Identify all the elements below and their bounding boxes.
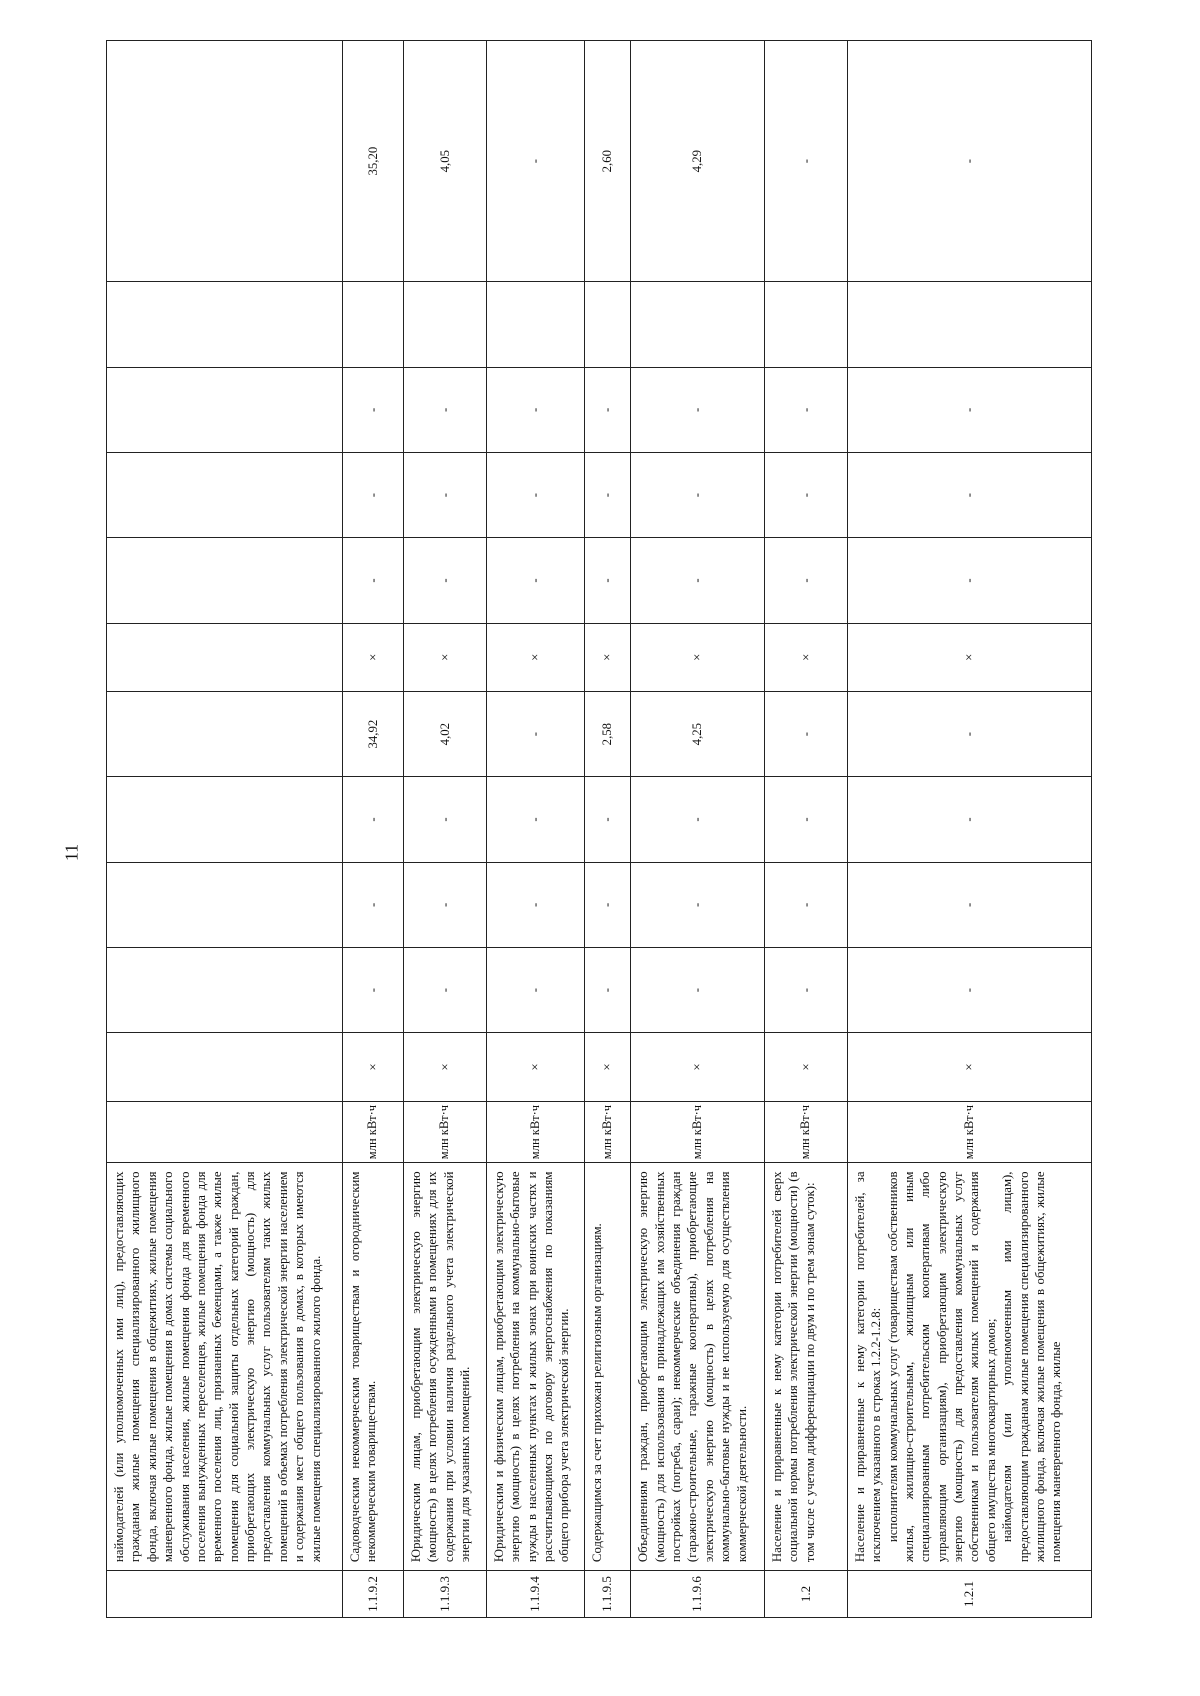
row-description: Объединениям граждан, приобретающим электрическую энергию (мощность) для использования в принадлежащих им хозяйственных постройках (погреба, сараи); некоммерческие объединения граждан (гаражно-строительные, гаражные кооперативы), приобретающие электрическую энергию (мощность) в целях потребления на коммунально-бытовые нужды и не используемую для осуществления коммерческой деятельности. [631, 1163, 765, 1571]
value-cell: × [847, 1033, 1091, 1101]
row-unit: млн кВт·ч [342, 1101, 404, 1163]
value-cell: - [342, 367, 404, 452]
value-cell: × [584, 623, 631, 691]
value-cell: - [342, 452, 404, 537]
value-cell: - [486, 947, 584, 1032]
value-cell: - [404, 947, 487, 1032]
value-cell: - [486, 367, 584, 452]
value-cell: - [847, 862, 1091, 947]
value-cell: - [631, 367, 765, 452]
value-cell: - [584, 777, 631, 862]
value-cell: - [404, 538, 487, 623]
row-code: 1.2 [765, 1571, 848, 1618]
row-unit: млн кВт·ч [584, 1101, 631, 1163]
value-cell: - [486, 691, 584, 776]
row-code: 1.1.9.4 [486, 1571, 584, 1618]
value-cell: - [486, 452, 584, 537]
rotated-table-sheet [106, 40, 1092, 1618]
value-cell: - [765, 691, 848, 776]
value-cell: × [631, 623, 765, 691]
value-cell: × [342, 1033, 404, 1101]
value-cell: - [404, 367, 487, 452]
value-cell: - [404, 862, 487, 947]
row-description: наймодателей (или уполномоченных ими лиц), предоставляющих гражданам жилые помещения специализированного жилищного фонда, включая жилые помещения в общежитиях, жилые помещения маневренного фонда, жилые помещения в домах системы социального обслуживания населения, жилые помещения фонда для временного поселения вынужденных переселенцев, жилые помещения фонда для временного поселения лиц, признанных беженцами, а также жилые помещения для социальной защиты отдельных категорий граждан, приобретающих электрическую энергию (мощность) для предоставления коммунальных услуг пользователям таких жилых помещений в объемах потребления электрической энергии населением и содержания мест общего пользования в домах, в которых имеются жилые помещения специализированного жилого фонда. [107, 1163, 343, 1571]
value-cell [107, 282, 343, 367]
table-row [107, 41, 343, 1618]
row-code: 1.1.9.3 [404, 1571, 487, 1618]
table-row [486, 41, 584, 1618]
value-cell [107, 452, 343, 537]
row-code: 1.1.9.6 [631, 1571, 765, 1618]
row-description: Содержащимся за счет прихожан религиозным организациям. [584, 1163, 631, 1571]
value-cell: - [584, 452, 631, 537]
value-cell: × [765, 623, 848, 691]
value-cell: - [584, 538, 631, 623]
value-cell: - [847, 691, 1091, 776]
value-cell: - [342, 538, 404, 623]
value-cell: - [847, 367, 1091, 452]
page-number: 11 [61, 843, 82, 862]
value-cell: - [342, 947, 404, 1032]
value-cell [107, 538, 343, 623]
table-row [404, 41, 487, 1618]
row-code [107, 1571, 343, 1618]
value-cell: 2,60 [584, 41, 631, 282]
value-cell: - [404, 777, 487, 862]
value-cell: - [631, 452, 765, 537]
row-code: 1.2.1 [847, 1571, 1091, 1618]
row-unit: млн кВт·ч [765, 1101, 848, 1163]
value-cell [107, 1033, 343, 1101]
value-cell: 4,02 [404, 691, 487, 776]
value-cell [107, 691, 343, 776]
value-cell: - [765, 538, 848, 623]
value-cell: × [486, 1033, 584, 1101]
value-cell: 34,92 [342, 691, 404, 776]
value-cell: 4,05 [404, 41, 487, 282]
tariff-table [106, 40, 1092, 1618]
value-cell: - [584, 367, 631, 452]
value-cell [631, 282, 765, 367]
value-cell: × [847, 623, 1091, 691]
table-row [847, 41, 1091, 1618]
table-row [765, 41, 848, 1618]
value-cell [107, 41, 343, 282]
value-cell: - [765, 777, 848, 862]
value-cell: - [765, 862, 848, 947]
value-cell: - [486, 538, 584, 623]
row-description: Садоводческим некоммерческим товариществам и огородническим некоммерческим товариществам. [342, 1163, 404, 1571]
value-cell [107, 367, 343, 452]
value-cell [765, 282, 848, 367]
value-cell: - [847, 538, 1091, 623]
row-description: Юридическим лицам, приобретающим электрическую энергию (мощность) в целях потребления осужденными в помещениях для их содержания при условии наличия раздельного учета электрической энергии для указанных помещений. [404, 1163, 487, 1571]
row-code: 1.1.9.5 [584, 1571, 631, 1618]
value-cell: - [342, 862, 404, 947]
value-cell: - [631, 947, 765, 1032]
value-cell: - [486, 41, 584, 282]
value-cell: 2,58 [584, 691, 631, 776]
row-unit: млн кВт·ч [404, 1101, 487, 1163]
value-cell: 35,20 [342, 41, 404, 282]
value-cell [404, 282, 487, 367]
table-row [631, 41, 765, 1618]
value-cell: - [486, 862, 584, 947]
value-cell: - [765, 452, 848, 537]
value-cell: × [404, 623, 487, 691]
value-cell: - [631, 862, 765, 947]
value-cell: - [847, 947, 1091, 1032]
value-cell [107, 777, 343, 862]
value-cell [342, 282, 404, 367]
value-cell: × [765, 1033, 848, 1101]
row-description: Население и приравненные к нему категории потребителей сверх социальной нормы потребления электрической энергии (мощности) (в том числе с учетом дифференциации по двум и по трем зонам суток): [765, 1163, 848, 1571]
value-cell: × [486, 623, 584, 691]
row-unit: млн кВт·ч [486, 1101, 584, 1163]
row-unit [107, 1101, 343, 1163]
value-cell: - [847, 452, 1091, 537]
value-cell [107, 862, 343, 947]
row-description: Юридическим и физическим лицам, приобретающим электрическую энергию (мощность) в целях потребления на коммунально-бытовые нужды в населенных пунктах и жилых зонах при воинских частях и рассчитывающимся по договору энергоснабжения по показаниям общего прибора учета электрической энергии. [486, 1163, 584, 1571]
value-cell: × [584, 1033, 631, 1101]
value-cell [107, 947, 343, 1032]
value-cell: × [404, 1033, 487, 1101]
value-cell: 4,29 [631, 41, 765, 282]
value-cell: × [631, 1033, 765, 1101]
value-cell: 4,25 [631, 691, 765, 776]
value-cell: - [342, 777, 404, 862]
value-cell: - [404, 452, 487, 537]
value-cell: - [631, 538, 765, 623]
value-cell [584, 282, 631, 367]
value-cell: - [486, 777, 584, 862]
table-row [584, 41, 631, 1618]
value-cell [486, 282, 584, 367]
value-cell: - [584, 947, 631, 1032]
value-cell: - [765, 367, 848, 452]
value-cell [847, 282, 1091, 367]
value-cell: - [584, 862, 631, 947]
value-cell: - [847, 41, 1091, 282]
row-unit: млн кВт·ч [631, 1101, 765, 1163]
value-cell: - [765, 947, 848, 1032]
row-code: 1.1.9.2 [342, 1571, 404, 1618]
row-description: Население и приравненные к нему категории потребителей, за исключением указанного в строках 1.2.2-1.2.8: исполнителям коммунальных услуг (товариществам собственников жилья, жилищно-строительным, жилищным или иным специализированным потребительским кооперативам либо управляющим организациям), приобретающим электрическую энергию (мощность) для предоставления коммунальных услуг собственникам и пользователям жилых помещений и содержания общего имущества многоквартирных домов; наймодателям (или уполномоченным ими лицам), предоставляющим гражданам жилые помещения специализированного жилищного фонда, включая жилые помещения в общежитиях, жилые помещения маневренного фонда, жилые [847, 1163, 1091, 1571]
row-unit: млн кВт·ч [847, 1101, 1091, 1163]
value-cell: - [847, 777, 1091, 862]
value-cell: - [631, 777, 765, 862]
value-cell: - [765, 41, 848, 282]
table-row [342, 41, 404, 1618]
value-cell [107, 623, 343, 691]
value-cell: × [342, 623, 404, 691]
